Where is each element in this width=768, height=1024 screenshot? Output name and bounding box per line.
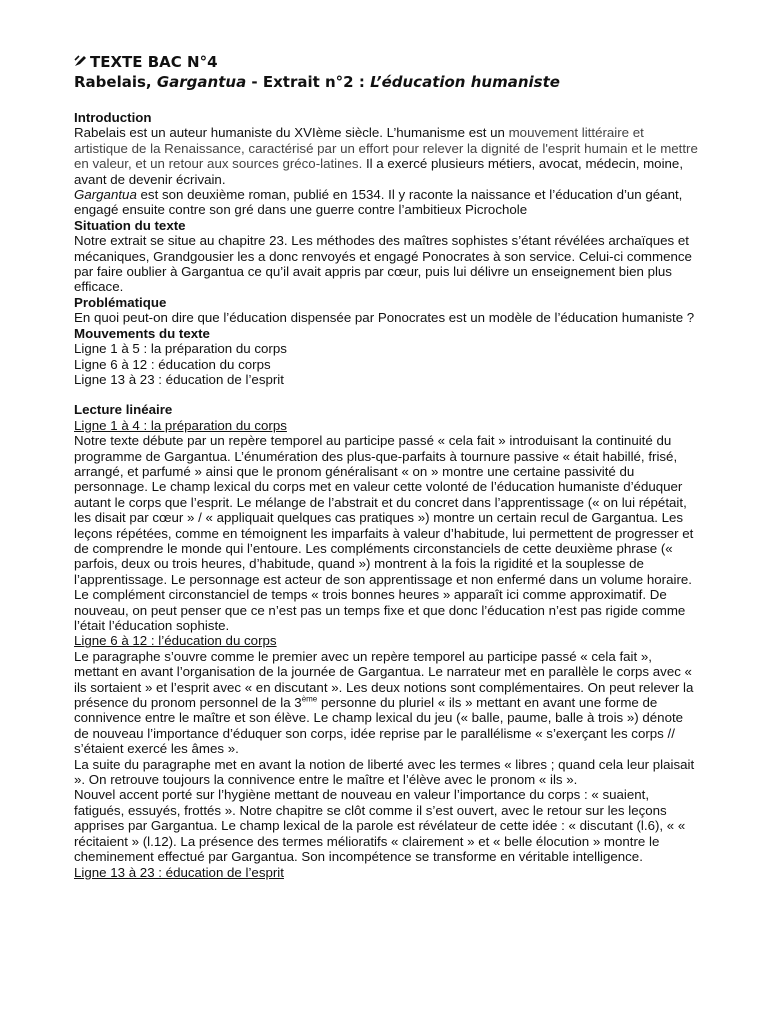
intro-paragraph-2: Gargantua est son deuxième roman, publié en 1534. Il y raconte la naissance et l’éducation d’un géant, engagé ensuite contre son gré dans une guerre contre l’ambitieux Picrochole <box>74 187 683 218</box>
lecture-paragraph: Notre texte débute par un repère temporel au participe passé « cela fait » introduisant la continuité du programme de Gargantua. L’énumération des plus-que-parfaits à tournure passive « était habillé, frisé, arrangé, et parfumé » ainsi que le pronom généralisant « on » montre une certaine passivité du personnage. Le champ lexical du corps met en valeur cette volonté de l’éducation humaniste d’éduquer autant le corps que l’esprit. Le mélange de l’abstrait et du concret dans l’apprentissage (« on lui répétait, les disait par cœur » / « appliquait quelques cas pratiques ») montre un certain recul de Gargantua. Les leçons répétées, comme en témoignent les imparfaits à valeur d’habitude, lui permettent de progresser et de comprendre le monde qui l’entoure. Les compléments circonstanciels de cette deuxième phrase (« parfois, deux ou trois heures, d’habitude, quand ») montrent à la fois la rigidité et la souplesse de l’apprentissage. Le personnage est acteur de son apprentissage et non enfermé dans un volume horaire. <box>74 433 694 587</box>
lecture-paragraph: Le paragraphe s’ouvre comme le premier avec un repère temporel au participe passé « cela fait », mettant en avant l’organisation de la journée de Gargantua. Le narrateur met en parallèle le corps avec « ils sortaient » et l’esprit avec « en discutant ». Les deux notions sont complémentaires. On peut relever la présence du pronom personnel de la 3ème personne du pluriel « ils » mettant en avant une forme de connivence entre le maître et son élève. Le champ lexical du jeu (« balle, paume, balle à trois ») dénote de nouveau l’importance d’éduquer son corps, idée reprise par le parallélisme « s’exerçant les corps // s’étaient exercé les âmes ». <box>74 648 694 757</box>
lecture-paragraph: La suite du paragraphe met en avant la notion de liberté avec les termes « libres ; quand cela leur plaisait ». On retrouve toujours la connivence entre le maître et l’élève avec le pronom « ils ». <box>74 756 695 788</box>
document-body <box>74 110 698 880</box>
section-heading-lecture: Lecture linéaire <box>74 402 173 418</box>
document-title-line2: Rabelais, Gargantua - Extrait n°2 : L’éducation humaniste <box>74 73 560 91</box>
section-heading-introduction: Introduction <box>74 110 152 125</box>
mouvement-item: Ligne 1 à 5 : la préparation du corps <box>74 341 287 357</box>
intro-paragraph-1: Rabelais est un auteur humaniste du XVIème siècle. L’humanisme est un mouvement littéraire et artistique de la Renaissance, caractérisé par un effort pour relever la dignité de l'esprit humain et le mettre en valeur, et un retour aux sources gréco-latines. Il a exercé plusieurs métiers, avocat, médecin, moine, avant de devenir écrivain. <box>74 125 698 187</box>
lecture-paragraph: Nouvel accent porté sur l’hygiène mettant de nouveau en valeur l’importance du corps : « suaient, fatigués, essuyés, frottés ». Notre chapitre se clôt comme il s’est ouvert, avec le retour sur les leçons apprises par Gargantua. Le champ lexical de la parole est révélateur de cette idée : « discutant (l.6), « « récitaient » (l.12). La présence des termes mélioratifs « clairement » et « belle élocution » montre le cheminement effectué par Gargantua. Son incompétence se transforme en véritable intelligence. <box>74 787 686 865</box>
lecture-paragraph: Le complément circonstanciel de temps « trois bonnes heures » apparaît ici comme approximatif. De nouveau, on peut penser que ce n’est pas un temps fixe et que donc l’éducation n’est pas rigide comme l’était l’éducation sophiste. <box>74 587 686 633</box>
document-page <box>74 52 698 880</box>
situation-paragraph: Notre extrait se situe au chapitre 23. Les méthodes des maîtres sophistes s’étant révélées archaïques et mécaniques, Grandgousier les a donc renvoyés et engagé Ponocrates à son service. Celui-ci commence par faire oublier à Gargantua ce qu’il avait appris par cœur, puis lui délivre un enseignement bien plus efficace. <box>74 233 692 295</box>
problematique-paragraph: En quoi peut-on dire que l’éducation dispensée par Ponocrates est un modèle de l’éducation humaniste ? <box>74 310 695 326</box>
subsection-title-part2: Ligne 6 à 12 : l’éducation du corps <box>74 633 277 649</box>
hand-writing-icon <box>74 52 90 72</box>
section-heading-problematique: Problématique <box>74 294 167 310</box>
document-title-line1: TEXTE BAC N°4 <box>74 52 698 72</box>
mouvement-item: Ligne 13 à 23 : éducation de l’esprit <box>74 371 284 387</box>
mouvement-item: Ligne 6 à 12 : éducation du corps <box>74 356 271 372</box>
section-heading-situation: Situation du texte <box>74 217 186 233</box>
subsection-title-part3: Ligne 13 à 23 : éducation de l’esprit <box>74 864 284 880</box>
section-heading-mouvements: Mouvements du texte <box>74 325 210 341</box>
subsection-title-part1: Ligne 1 à 4 : la préparation du corps <box>74 417 287 433</box>
